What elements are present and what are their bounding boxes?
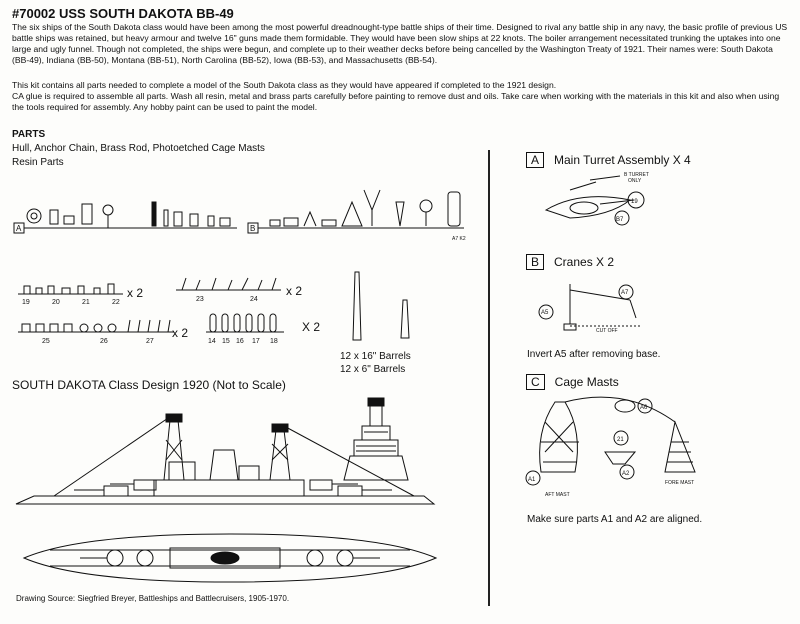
section-c-title: Cage Masts: [554, 375, 619, 389]
parts-heading: PARTS: [12, 129, 46, 140]
section-a-title: Main Turret Assembly X 4: [554, 153, 691, 167]
drawing-source: Drawing Source: Siegfried Breyer, Battleships and Battlecruisers, 1905-1970.: [16, 594, 290, 603]
barrels-drawing: [345, 270, 415, 350]
small-parts-row-2b: [206, 310, 286, 338]
section-b-title: Cranes X 2: [554, 255, 615, 269]
svg-text:FORE MAST: FORE MAST: [665, 480, 695, 486]
svg-text:A7 K2: A7 K2: [452, 236, 466, 242]
resin-sprues-drawing: [12, 180, 482, 250]
glue-safety-text: CA glue is required to assemble all parts. Wash all resin, metal and brass parts carefully before painting to remove dust and oils. Take care when working with the materials in this kit and also when using the tools required for assembly. Any hobby paint can be used to paint the model.: [12, 91, 780, 112]
resin-parts-label: Resin Parts: [12, 157, 64, 168]
row2b-number-16: 16: [236, 338, 244, 345]
qty-row2b: X 2: [302, 320, 321, 334]
section-a-letter: A: [526, 152, 544, 168]
row2b-number-18: 18: [270, 338, 278, 345]
column-divider: [488, 150, 490, 606]
row2-number-25: 25: [42, 338, 50, 345]
barrels-16-label: 12 x 16" Barrels: [340, 351, 411, 362]
svg-text:19: 19: [631, 199, 638, 205]
svg-text:21: 21: [617, 437, 624, 443]
small-parts-row-1b: [176, 276, 286, 300]
qty-row1a: x 2: [127, 286, 144, 300]
svg-text:AFT MAST: AFT MAST: [545, 492, 570, 498]
crane-assembly-diagram: [530, 280, 670, 340]
barrels-6-label: 12 x 6" Barrels: [340, 364, 406, 375]
row1-number-19: 19: [22, 299, 30, 306]
ship-bow-view: [336, 396, 416, 486]
section-c-note: Make sure parts A1 and A2 are aligned.: [527, 514, 703, 525]
svg-text:B TURRET: B TURRET: [624, 172, 649, 178]
svg-text:A7: A7: [621, 290, 629, 296]
small-parts-row-2: [18, 318, 178, 340]
row2-number-26: 26: [100, 338, 108, 345]
svg-text:B7: B7: [616, 217, 624, 223]
kit-notes: [12, 80, 788, 113]
svg-text:ONLY: ONLY: [628, 178, 642, 184]
section-c-letter: C: [526, 374, 545, 390]
svg-text:A: A: [16, 224, 22, 233]
svg-text:B: B: [250, 224, 256, 233]
row1-number-21: 21: [82, 299, 90, 306]
section-c-heading: [526, 374, 619, 390]
row1-number-22: 22: [112, 299, 120, 306]
svg-text:A2: A2: [622, 471, 630, 477]
row1-number-20: 20: [52, 299, 60, 306]
svg-text:A5: A5: [541, 310, 549, 316]
row1b-number-23: 23: [196, 296, 204, 303]
history-text: The six ships of the South Dakota class would have been among the most powerful dreadnought-type battle ships of their time. Designed to rival any battle ship in any navy, the basic profile of previous US battle ships was retained, but heavy armour and twelve 16" guns made them formidable. They would have been slow ships at 22 knots. The boiler arrangement necessitated trunking the uptakes into one large and ugly funnel. Though not completed, the ships were begun, and complete up to their weather decks before being cancelled by the Washington Treaty of 1921. Their names were: South Dakota (BB-49), Indiana (BB-50), Montana (BB-51), North Carolina (BB-52), Iowa (BB-53), and Massachusetts (BB-54).: [12, 22, 788, 65]
row2b-number-17: 17: [252, 338, 260, 345]
turret-assembly-diagram: [540, 170, 690, 240]
kit-title: #70002 USS SOUTH DAKOTA BB-49: [12, 6, 234, 21]
section-a-heading: [526, 152, 691, 168]
row2b-number-14: 14: [208, 338, 216, 345]
row2b-number-15: 15: [222, 338, 230, 345]
qty-row1b: x 2: [286, 284, 303, 298]
row2-number-27: 27: [146, 338, 154, 345]
section-b-letter: B: [526, 254, 544, 270]
svg-text:A1: A1: [528, 477, 536, 483]
kit-contents-text: This kit contains all parts needed to complete a model of the South Dakota class as they would have appeared if completed to the 1921 design.: [12, 80, 557, 90]
row1b-number-24: 24: [250, 296, 258, 303]
ship-plan-view: [20, 528, 440, 588]
qty-row2a: x 2: [172, 326, 189, 340]
design-title: SOUTH DAKOTA Class Design 1920 (Not to Scale): [12, 378, 286, 392]
parts-list-line: Hull, Anchor Chain, Brass Rod, Photoetched Cage Masts: [12, 143, 265, 154]
svg-text:CUT OFF: CUT OFF: [596, 328, 618, 334]
cage-mast-diagram: [525, 392, 705, 502]
history-paragraph: [12, 22, 788, 66]
section-b-heading: [526, 254, 614, 270]
section-b-note: Invert A5 after removing base.: [527, 349, 661, 360]
svg-text:A6: A6: [640, 405, 648, 411]
